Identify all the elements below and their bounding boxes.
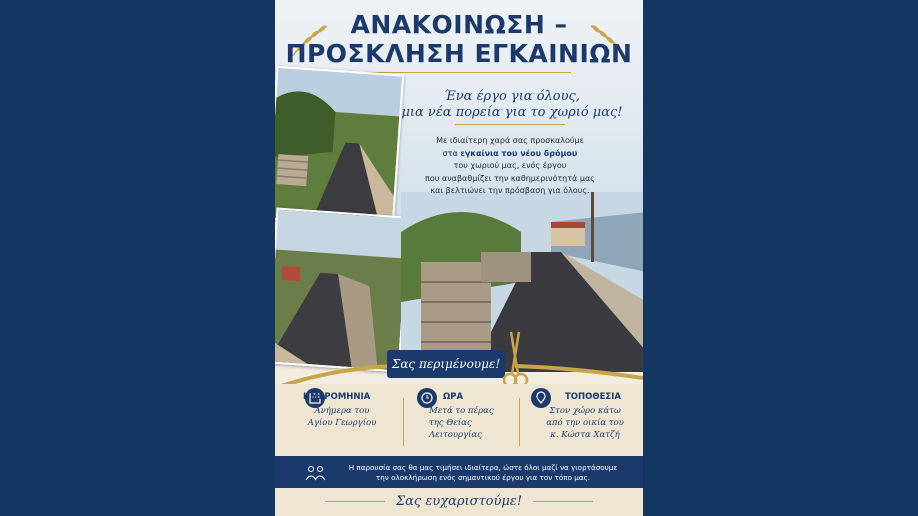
thanks-footer [275,488,643,516]
info-date-line-1: Ανήμερα του [314,406,370,416]
info-date-line-2: Αγίου Γεωργίου [307,418,377,428]
intro-line-4: που αναβαθμίζει την καθημερινότητά μας [425,173,595,183]
event-info-row [275,384,643,456]
thanks-text: Σας ευχαριστούμε! [395,494,523,509]
intro-line-1: Με ιδιαίτερη χαρά σας προσκαλούμε [436,136,584,145]
slogan-line-2: μια νέα πορεία για το χωριό μας! [401,105,623,120]
invitation-poster [275,0,643,516]
footnote-bar [275,456,643,488]
title-line-2: ΠΡΟΣΚΛΗΣΗ ΕΓΚΑΙΝΙΩΝ [285,39,633,68]
people-celebrate-icon [305,462,327,482]
info-location-heading: ΤΟΠΟΘΕΣΙΑ [565,392,621,402]
scissors-icon [501,328,529,388]
info-location-line-1: Στον χώρο κάτω [549,406,621,416]
info-location-value [533,405,637,441]
info-time-line-2: της Θείας [429,418,472,428]
intro-line-5: και βελτιώνει την πρόσβαση για όλους. [430,186,590,195]
slogan-line-1: Ένα έργο για όλους, [444,89,580,104]
thanks-line-left [325,501,385,502]
footnote-line-1: Η παρουσία σας θα μας τιμήσει ιδιαίτερα, ώστε όλοι μαζί να γιορτάσουμε [348,463,618,472]
intro-highlight: εγκαίνια του νέου δρόμου [460,148,578,158]
thanks-line-right [533,501,593,502]
title-line-1: ΑΝΑΚΟΙΝΩΣΗ – [350,10,568,39]
info-time-value [429,405,509,441]
info-separator-1 [403,398,404,446]
info-separator-2 [519,398,520,446]
slogan-underline [455,124,565,125]
intro-text [385,135,635,198]
footnote-line-2: την ολοκλήρωση ενός σημαντικού έργου για τον τόπο μας. [375,473,591,482]
intro-line-3: του χωριού μας, ενός έργου [453,161,567,170]
intro-line-2 [385,148,635,161]
info-time-line-1: Μετά το πέρας [429,406,494,416]
intro-line-2-pre: στα [442,148,461,158]
ribbon-banner: Σας περιμένουμε! [387,350,505,378]
info-time-heading: ΩΡΑ [443,392,464,402]
info-time-line-3: Λειτουργίας [429,430,482,440]
info-location-line-3: κ. Κώστα Χατζή [550,430,620,440]
info-date-value [297,405,387,429]
info-date-heading: ΗΜΕΡΟΜΗΝΙΑ [303,392,371,402]
info-location-line-2: από την οικία του [546,418,624,428]
